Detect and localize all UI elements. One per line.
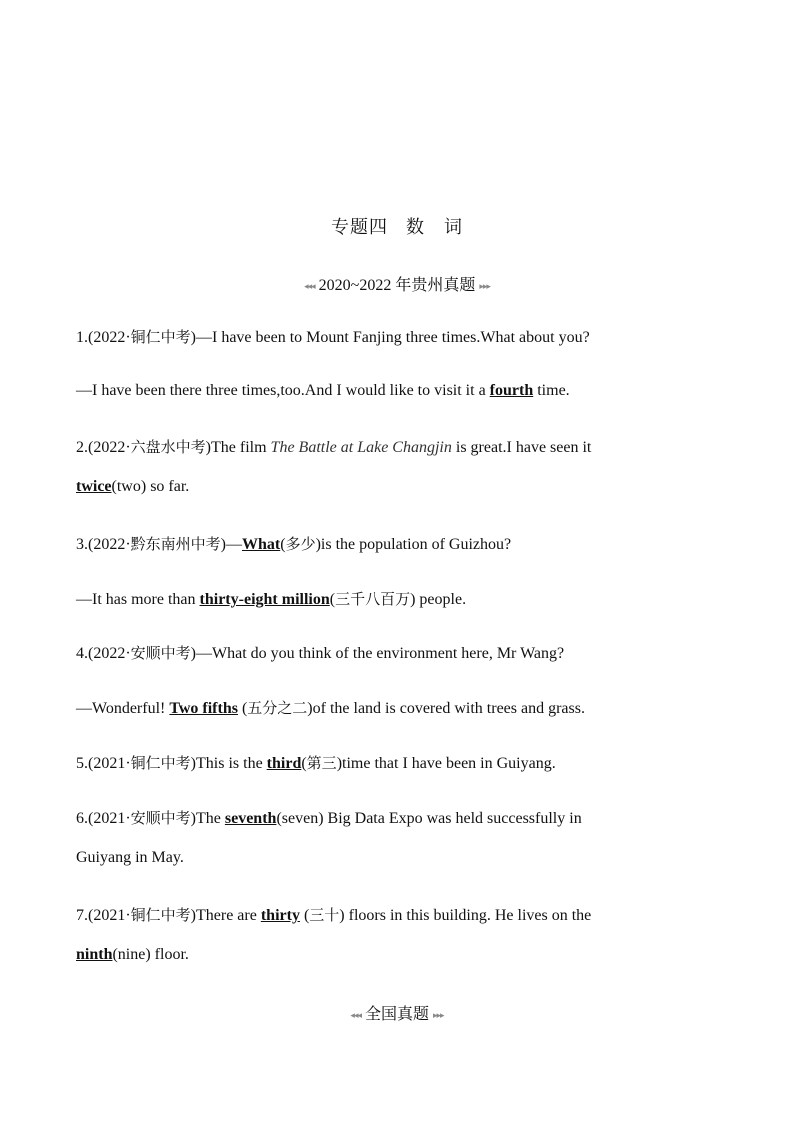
question-7-line-1: 7.(2021·铜仁中考)There are thirty (三十) floors in this building. He lives on the xyxy=(76,906,592,924)
page-title xyxy=(0,213,794,239)
section-years: 2020~2022 xyxy=(318,277,392,294)
question-4-line-2: —Wonderful! Two fifths (五分之二)of the land is covered with trees and grass. xyxy=(76,699,585,717)
answer-q3b: thirty-eight million xyxy=(199,591,330,608)
section-label: 全国真题 xyxy=(364,1004,429,1023)
answer-q4: Two fifths xyxy=(169,700,238,717)
section-banner-guizhou xyxy=(0,272,794,295)
question-6-line-1: 6.(2021·安顺中考)The seventh(seven) Big Data Expo was held successfully in xyxy=(76,809,582,827)
question-2-line-2: twice(two) so far. xyxy=(76,478,190,495)
question-5-line-1: 5.(2021·铜仁中考)This is the third(第三)time that I have been in Guiyang. xyxy=(76,754,556,772)
section-banner-national xyxy=(0,1001,794,1024)
question-3-line-1: 3.(2022·黔东南州中考)—What(多少)is the population of Guizhou? xyxy=(76,535,512,553)
question-2-line-1: 2.(2022·六盘水中考)The film The Battle at Lake Changjin is great.I have seen it xyxy=(76,438,592,456)
left-arrow-ornament-icon: ◂◂◂ xyxy=(350,1009,361,1020)
answer-q6: seventh xyxy=(224,810,277,827)
question-3-line-2: —It has more than thirty-eight million(三千八百万) people. xyxy=(76,590,467,608)
answer-q7b: ninth xyxy=(76,946,113,963)
answer-q5: third xyxy=(266,755,302,772)
film-title: The Battle at Lake Changjin xyxy=(270,439,452,456)
question-6-line-2: Guiyang in May. xyxy=(76,849,184,866)
answer-q2: twice xyxy=(76,478,112,495)
right-arrow-ornament-icon: ▸▸▸ xyxy=(433,1009,444,1020)
question-1-line-1: 1.(2022·铜仁中考)—I have been to Mount Fanjing three times.What about you? xyxy=(76,328,590,346)
question-7-line-2: ninth(nine) floor. xyxy=(76,946,189,963)
title-main: 专题四 xyxy=(331,217,388,238)
left-arrow-ornament-icon: ◂◂◂ xyxy=(304,280,315,291)
right-arrow-ornament-icon: ▸▸▸ xyxy=(479,280,490,291)
question-1-line-2: —I have been there three times,too.And I would like to visit it a fourth time. xyxy=(76,382,570,399)
answer-q7a: thirty xyxy=(260,907,300,924)
answer-q3a: What xyxy=(242,536,281,553)
title-sub: 数 词 xyxy=(406,217,463,238)
question-4-line-1: 4.(2022·安顺中考)—What do you think of the environment here, Mr Wang? xyxy=(76,644,565,662)
section-label: 年贵州真题 xyxy=(395,275,476,294)
answer-q1: fourth xyxy=(489,382,534,399)
